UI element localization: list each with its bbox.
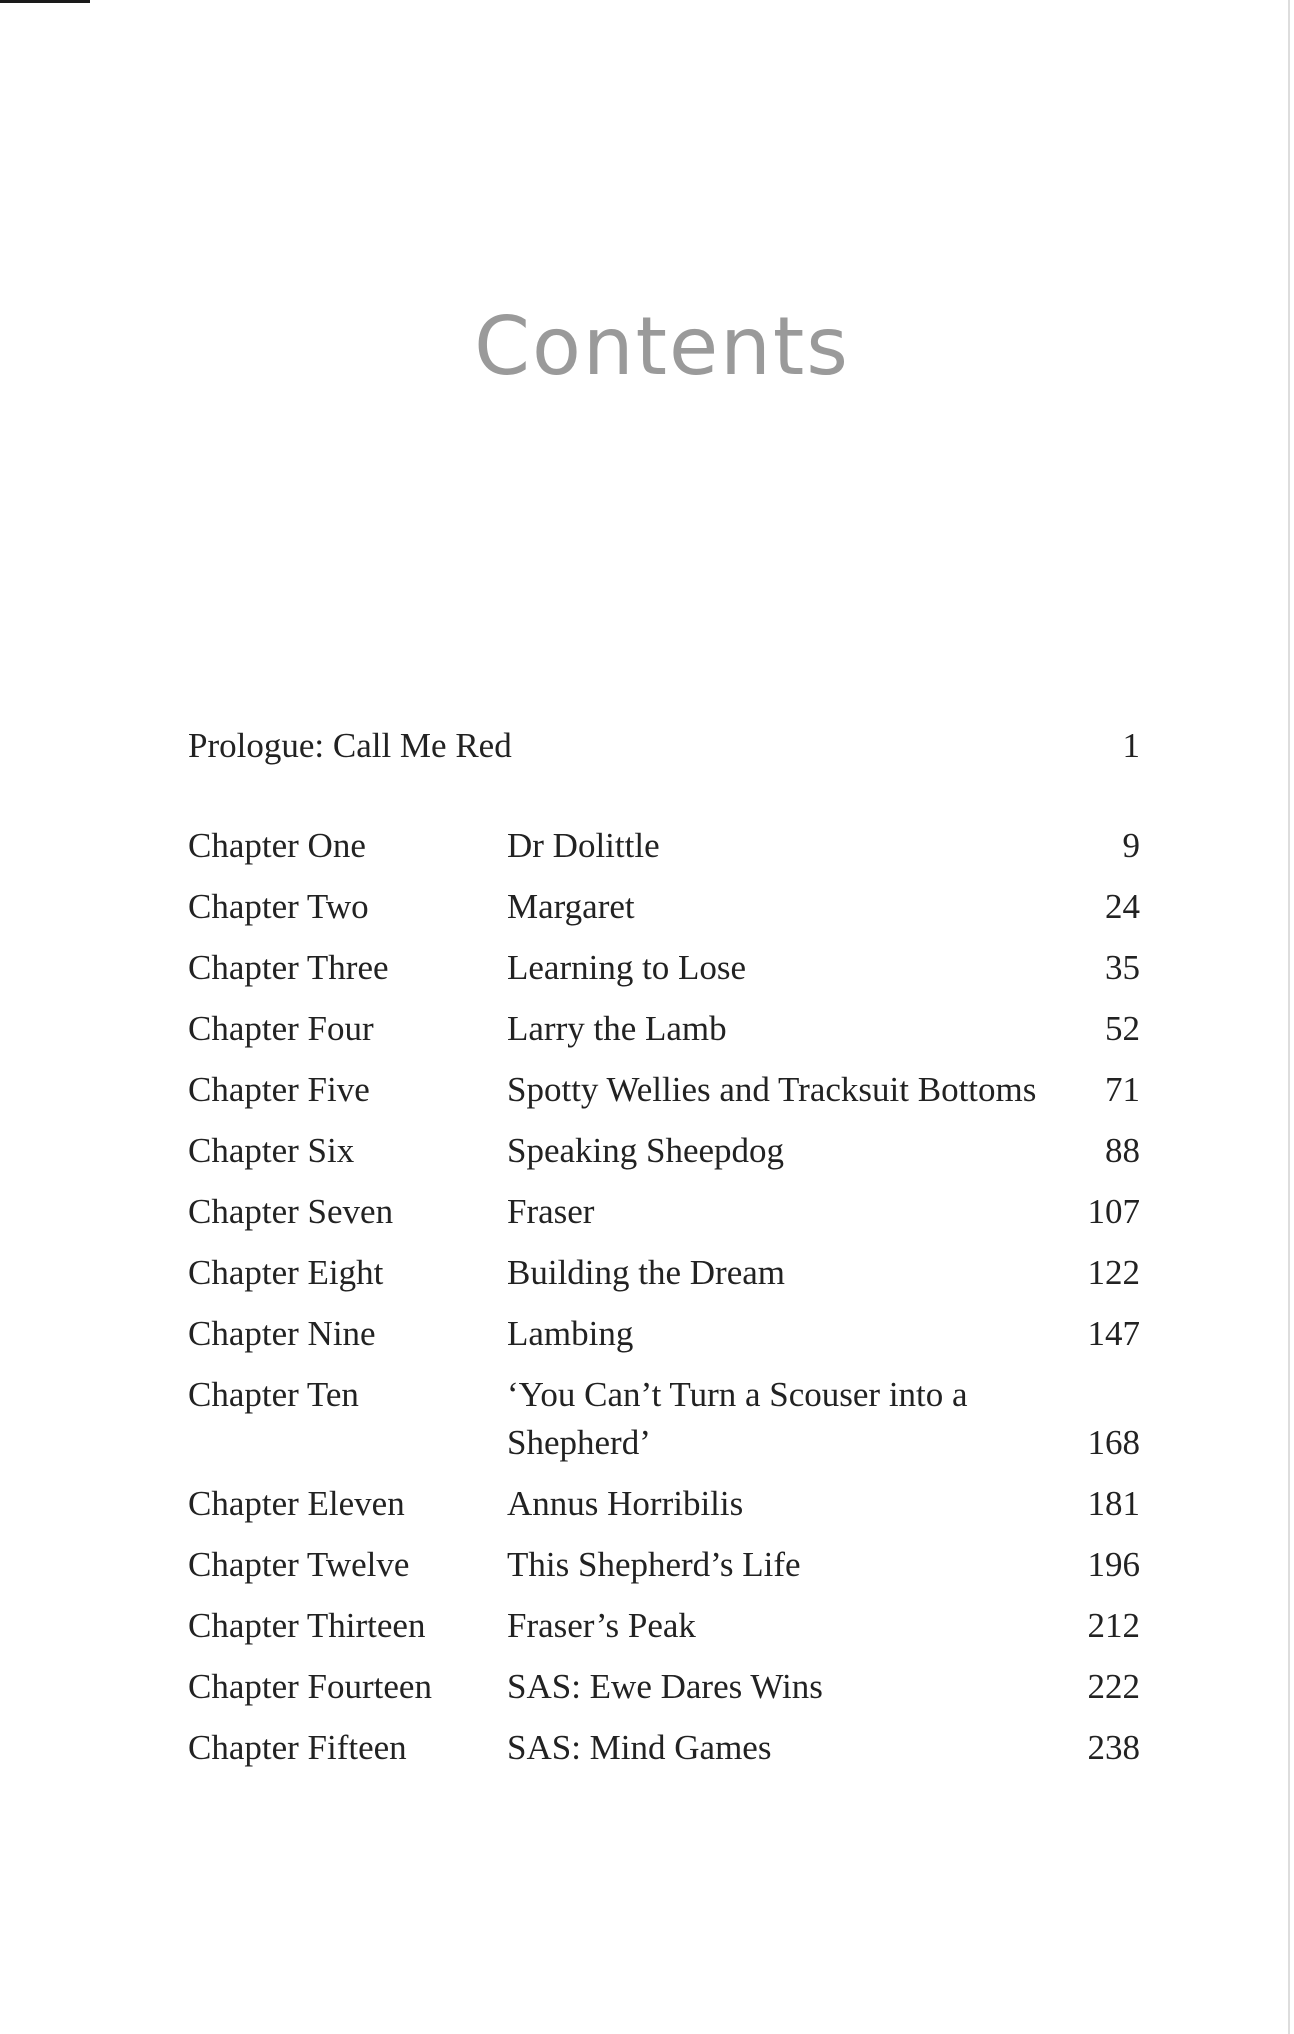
chapter-page-number: 71 bbox=[1105, 1070, 1140, 1109]
chapter-title: This Shepherd’s Life bbox=[507, 1545, 801, 1584]
toc-row bbox=[188, 1663, 1140, 1711]
prologue-label: Prologue: Call Me Red bbox=[188, 726, 512, 765]
chapter-number: Chapter Thirteen bbox=[188, 1606, 426, 1645]
chapter-title: SAS: Mind Games bbox=[507, 1728, 772, 1767]
toc-row bbox=[188, 1310, 1140, 1358]
chapter-page-number: 52 bbox=[1105, 1009, 1140, 1048]
toc-row bbox=[188, 1249, 1140, 1297]
chapter-page-number: 24 bbox=[1105, 887, 1140, 926]
chapter-title: Fraser’s Peak bbox=[507, 1606, 696, 1645]
chapter-number: Chapter Six bbox=[188, 1131, 355, 1170]
chapter-title: Dr Dolittle bbox=[507, 826, 660, 865]
toc-row bbox=[188, 1005, 1140, 1053]
chapter-number: Chapter Ten bbox=[188, 1375, 359, 1414]
chapter-title: Spotty Wellies and Tracksuit Bottoms bbox=[507, 1070, 1037, 1109]
prologue-page-number: 1 bbox=[1122, 726, 1140, 765]
chapter-number: Chapter Four bbox=[188, 1009, 374, 1048]
page-title: Contents bbox=[474, 300, 850, 393]
chapter-title: Lambing bbox=[507, 1314, 634, 1353]
chapter-page-number: 181 bbox=[1087, 1484, 1140, 1523]
chapter-page-number: 35 bbox=[1105, 948, 1140, 987]
chapter-page-number: 222 bbox=[1087, 1667, 1140, 1706]
toc-row bbox=[188, 1480, 1140, 1528]
chapter-page-number: 9 bbox=[1122, 826, 1140, 865]
toc-row bbox=[188, 883, 1140, 931]
chapter-number: Chapter Nine bbox=[188, 1314, 376, 1353]
toc-row bbox=[188, 822, 1140, 870]
toc-row bbox=[188, 1541, 1140, 1589]
chapter-number: Chapter Fourteen bbox=[188, 1667, 432, 1706]
chapter-page-number: 196 bbox=[1087, 1545, 1140, 1584]
chapter-title: Speaking Sheepdog bbox=[507, 1131, 785, 1170]
toc-row bbox=[188, 1066, 1140, 1114]
chapter-title: Annus Horribilis bbox=[507, 1484, 744, 1523]
chapter-title: SAS: Ewe Dares Wins bbox=[507, 1667, 823, 1706]
chapter-number: Chapter Two bbox=[188, 887, 369, 926]
chapter-number: Chapter Five bbox=[188, 1070, 370, 1109]
toc-row bbox=[188, 1724, 1140, 1772]
scan-edge-mark bbox=[0, 0, 90, 3]
chapter-page-number: 168 bbox=[1087, 1423, 1140, 1462]
chapter-number: Chapter Eight bbox=[188, 1253, 384, 1292]
chapter-page-number: 238 bbox=[1087, 1728, 1140, 1767]
toc-row bbox=[188, 944, 1140, 992]
toc-row bbox=[188, 1371, 1140, 1467]
chapter-title: ‘You Can’t Turn a Scouser into a Shepherd’ bbox=[507, 1375, 968, 1462]
chapter-page-number: 147 bbox=[1087, 1314, 1140, 1353]
chapter-title: Fraser bbox=[507, 1192, 595, 1231]
chapter-number: Chapter Twelve bbox=[188, 1545, 410, 1584]
toc-row bbox=[188, 1602, 1140, 1650]
chapter-number: Chapter Seven bbox=[188, 1192, 394, 1231]
chapter-number: Chapter Fifteen bbox=[188, 1728, 407, 1767]
chapter-title: Learning to Lose bbox=[507, 948, 747, 987]
chapter-title: Building the Dream bbox=[507, 1253, 786, 1292]
chapter-title: Larry the Lamb bbox=[507, 1009, 727, 1048]
chapter-page-number: 212 bbox=[1087, 1606, 1140, 1645]
chapter-number: Chapter One bbox=[188, 826, 366, 865]
chapter-page-number: 88 bbox=[1105, 1131, 1140, 1170]
chapter-page-number: 107 bbox=[1087, 1192, 1140, 1231]
toc-row bbox=[188, 1127, 1140, 1175]
toc-row bbox=[188, 1188, 1140, 1236]
table-of-contents bbox=[188, 722, 1140, 1785]
chapter-number: Chapter Three bbox=[188, 948, 389, 987]
chapter-page-number: 122 bbox=[1087, 1253, 1140, 1292]
chapter-number: Chapter Eleven bbox=[188, 1484, 405, 1523]
toc-prologue-row bbox=[188, 722, 1140, 770]
chapter-title: Margaret bbox=[507, 887, 635, 926]
